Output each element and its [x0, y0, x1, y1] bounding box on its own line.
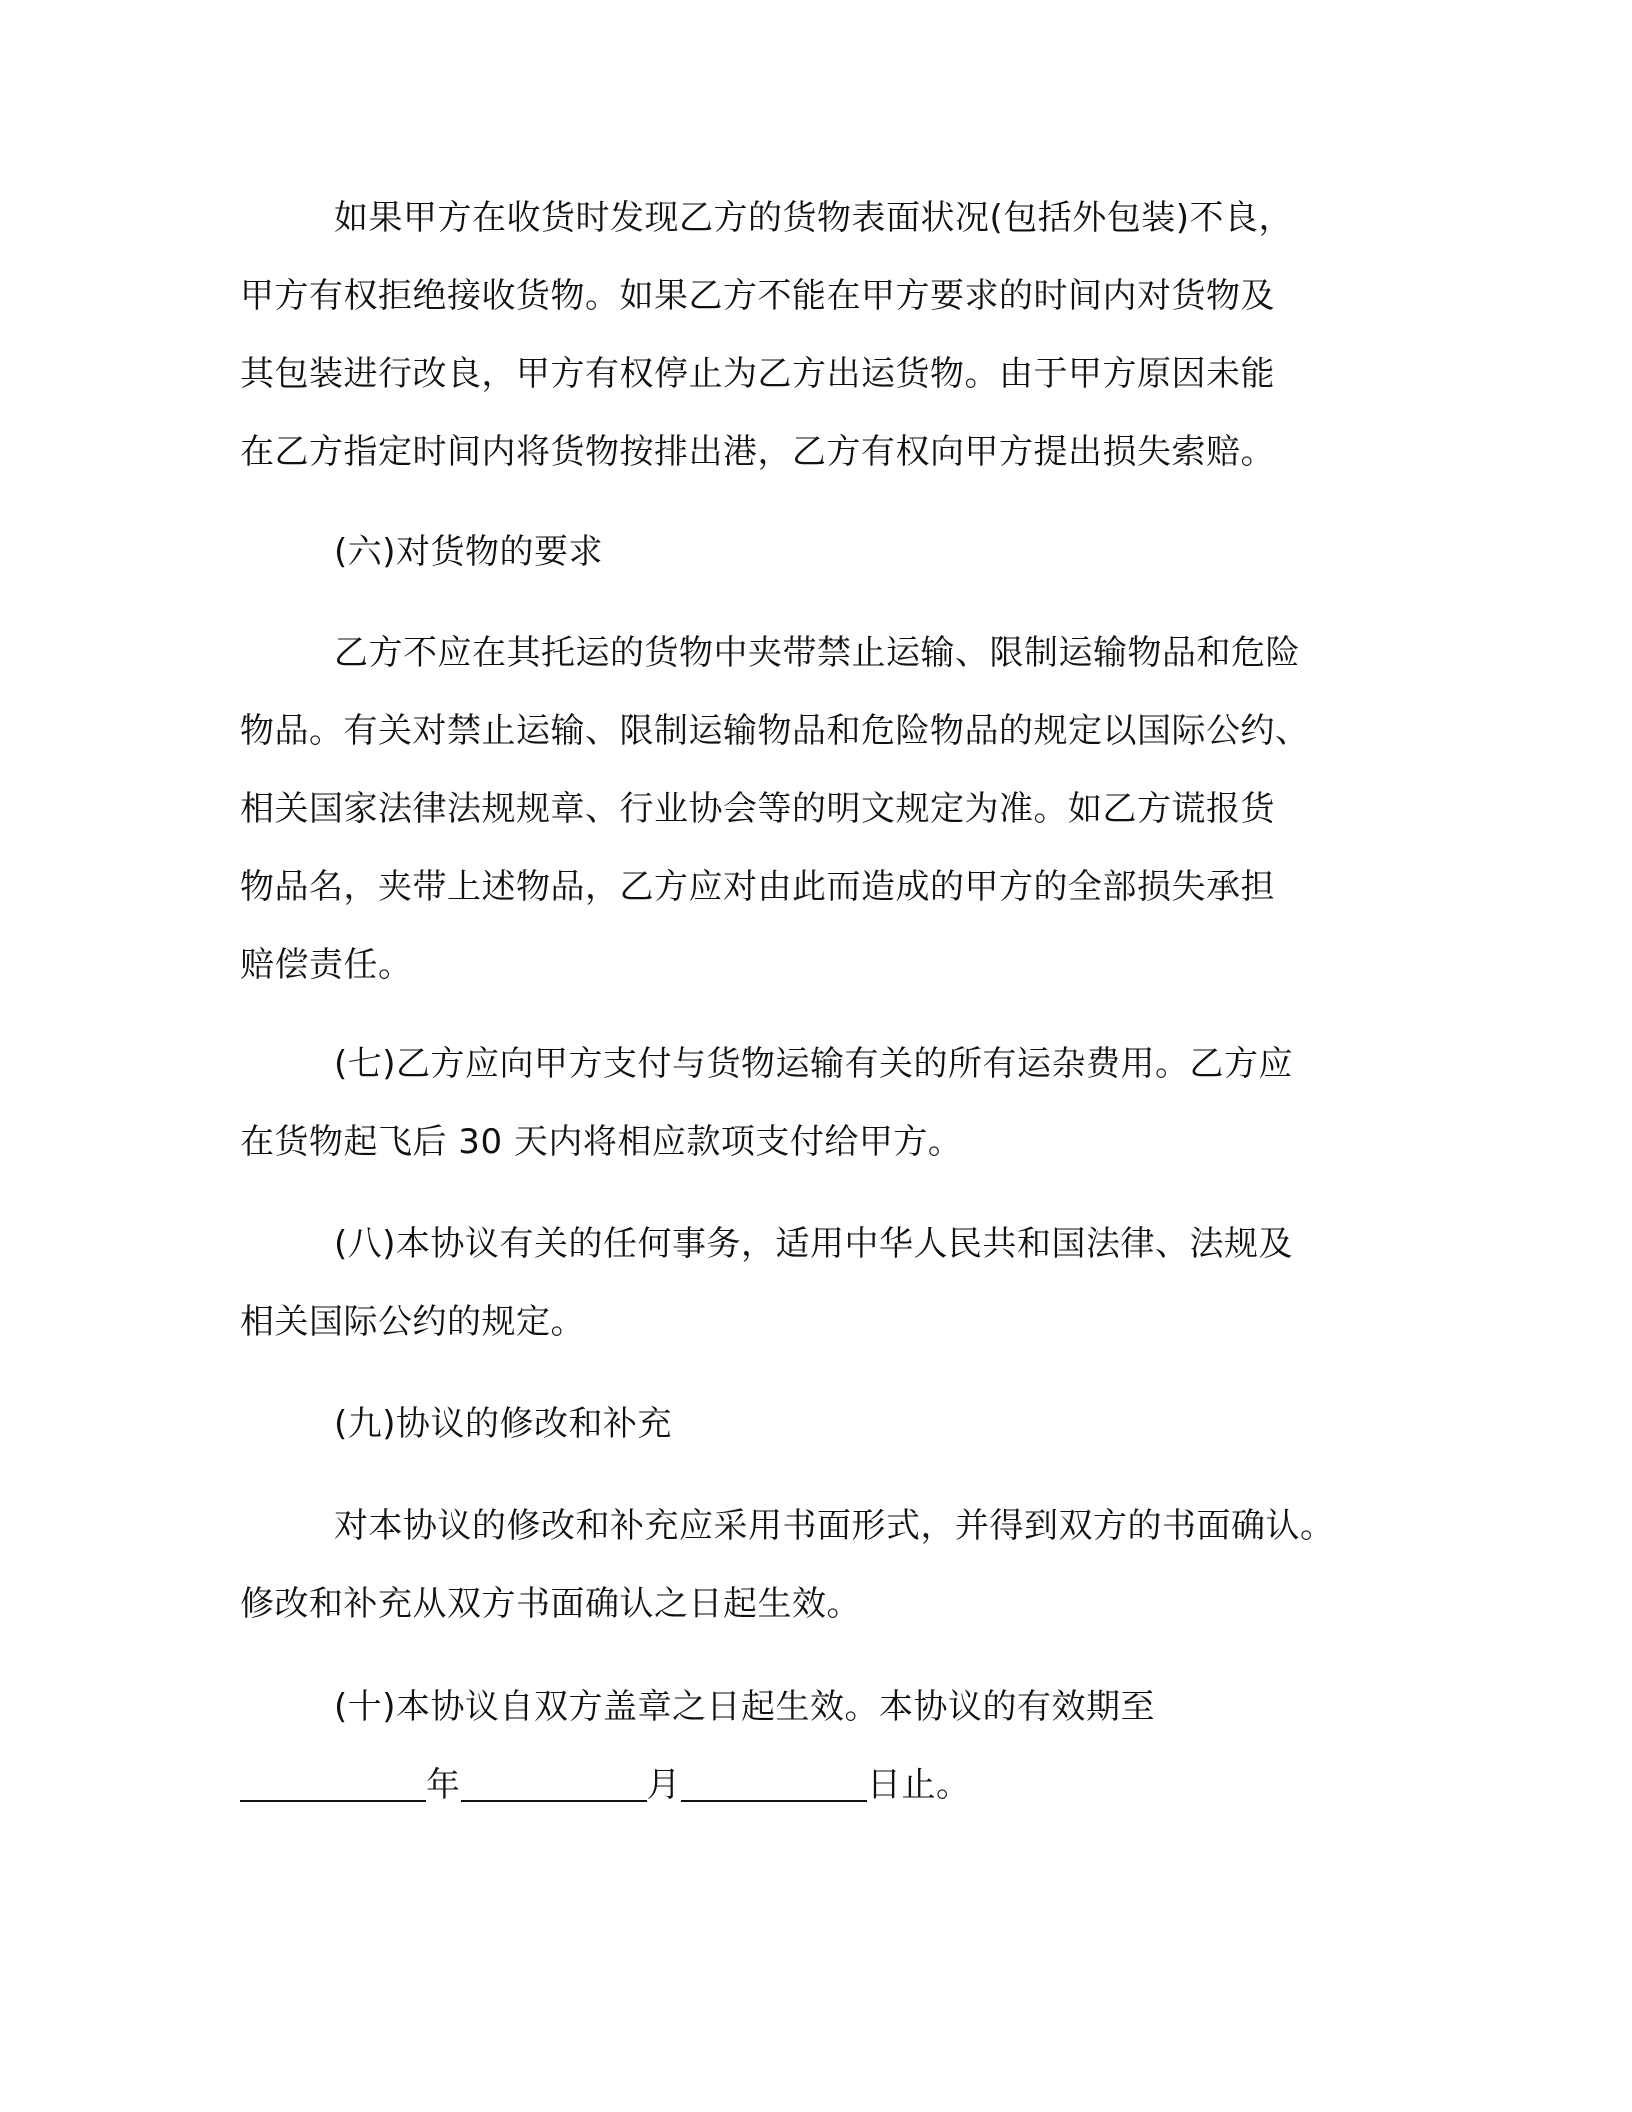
- text-line: 在乙方指定时间内将货物按排出港，乙方有权向甲方提出损失索赔。: [240, 432, 1275, 472]
- text-line: (八)本协议有关的任何事务，适用中华人民共和国法律、法规及: [334, 1224, 1294, 1264]
- text-line: 乙方不应在其托运的货物中夹带禁止运输、限制运输物品和危险: [334, 633, 1300, 673]
- text-line: 修改和补充从双方书面确认之日起生效。: [240, 1584, 861, 1624]
- paragraph-amendments: [240, 1487, 1390, 1643]
- paragraph-goods-condition: [240, 179, 1390, 491]
- section-heading-6: [240, 513, 1390, 591]
- day-label: 日止。: [867, 1765, 971, 1805]
- text-line: 赔偿责任。: [240, 945, 413, 985]
- text-line: 对本协议的修改和补充应采用书面形式，并得到双方的书面确认。: [334, 1506, 1335, 1546]
- text-line: 相关国家法律法规规章、行业协会等的明文规定为准。如乙方谎报货: [240, 789, 1275, 829]
- text-line: (十)本协议自双方盖章之日起生效。本协议的有效期至: [334, 1687, 1156, 1727]
- paragraph-section-8: [240, 1205, 1390, 1361]
- text-line: 甲方有权拒绝接收货物。如果乙方不能在甲方要求的时间内对货物及: [240, 276, 1275, 316]
- heading-text: (六)对货物的要求: [334, 532, 604, 572]
- date-line: [240, 1746, 1390, 1824]
- month-blank: [461, 1766, 647, 1802]
- text-line: 相关国际公约的规定。: [240, 1302, 585, 1342]
- section-heading-9: [240, 1385, 1390, 1463]
- day-blank: [681, 1766, 867, 1802]
- text-line: (七)乙方应向甲方支付与货物运输有关的所有运杂费用。乙方应: [334, 1044, 1294, 1084]
- heading-text: (九)协议的修改和补充: [334, 1404, 673, 1444]
- text-line: 物品名，夹带上述物品，乙方应对由此而造成的甲方的全部损失承担: [240, 867, 1275, 907]
- text-line: 其包装进行改良，甲方有权停止为乙方出运货物。由于甲方原因未能: [240, 354, 1275, 394]
- text-line: 在货物起飞后 30 天内将相应款项支付给甲方。: [240, 1122, 963, 1162]
- text-line: 物品。有关对禁止运输、限制运输物品和危险物品的规定以国际公约、: [240, 711, 1310, 751]
- month-label: 月: [646, 1765, 681, 1805]
- paragraph-section-7: [240, 1025, 1390, 1181]
- paragraph-goods-requirements: [240, 614, 1390, 1004]
- paragraph-section-10: [240, 1668, 1390, 1824]
- text-line: 如果甲方在收货时发现乙方的货物表面状况(包括外包装)不良，: [334, 198, 1294, 238]
- year-blank: [240, 1766, 426, 1802]
- year-label: 年: [426, 1765, 461, 1805]
